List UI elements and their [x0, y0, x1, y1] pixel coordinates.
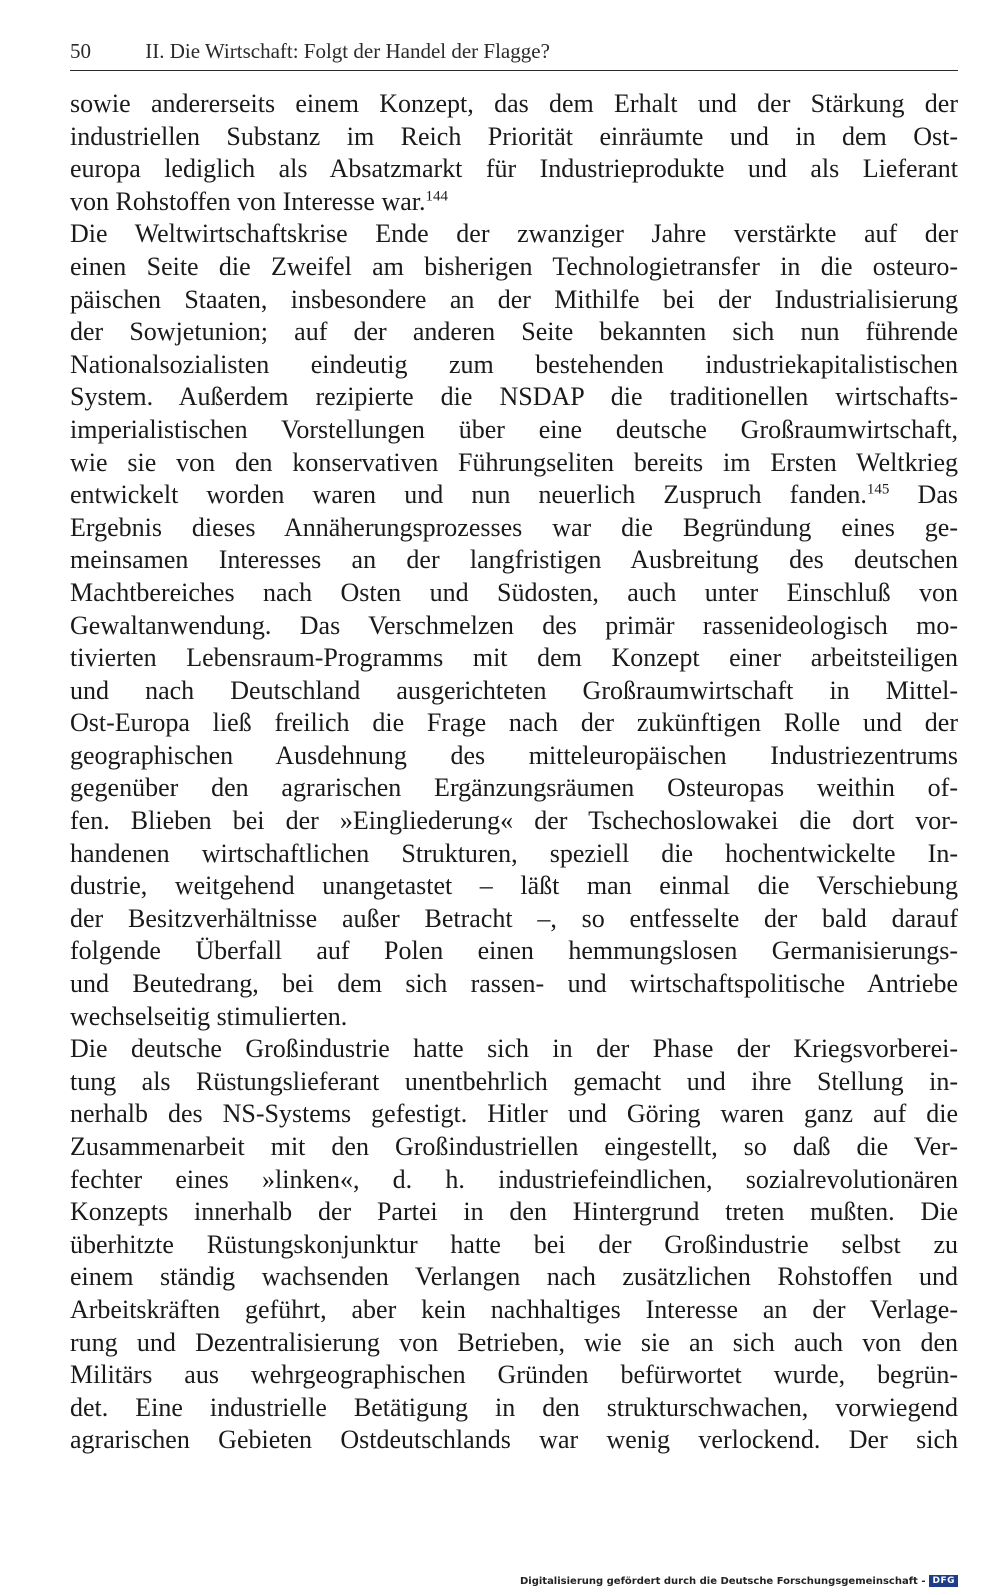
- line-text: Gewaltanwendung. Das Verschmelzen des primär rassenideologisch mo-: [70, 610, 958, 640]
- text-line: [70, 479, 958, 512]
- line-text: rung und Dezentralisierung von Betrieben, wie sie an sich auch von den: [70, 1327, 958, 1357]
- text-line: [70, 642, 958, 675]
- line-text: det. Eine industrielle Betätigung in den strukturschwachen, vorwiegend: [70, 1392, 958, 1422]
- text-line: [70, 218, 958, 251]
- text-line: [70, 1327, 958, 1360]
- text-line: [70, 1392, 958, 1425]
- line-text: und nach Deutschland ausgerichteten Großraumwirtschaft in Mittel-: [70, 675, 958, 705]
- line-text: einen Seite die Zweifel am bisherigen Technologietransfer in die osteuro-: [70, 251, 958, 281]
- text-line: [70, 1359, 958, 1392]
- text-line: [70, 1001, 958, 1034]
- line-text: wechselseitig stimulierten.: [70, 1001, 348, 1031]
- text-line: [70, 1261, 958, 1294]
- line-text: Konzepts innerhalb der Partei in den Hintergrund treten mußten. Die: [70, 1197, 958, 1227]
- credit-text: Digitalisierung gefördert durch die Deutsche Forschungsgemeinschaft -: [519, 1575, 926, 1587]
- line-text: überhitzte Rüstungskonjunktur hatte bei der Großindustrie selbst zu: [70, 1229, 958, 1259]
- line-text: tivierten Lebensraum-Programms mit dem Konzept einer arbeitsteiligen: [70, 643, 958, 673]
- text-line: [70, 381, 958, 414]
- line-text: der Besitzverhältnisse außer Betracht –, so entfesselte der bald darauf: [70, 903, 958, 933]
- line-text: nerhalb des NS-Systems gefestigt. Hitler und Göring waren ganz auf die: [70, 1099, 958, 1129]
- line-text: Arbeitskräften geführt, aber kein nachhaltiges Interesse an der Verlage-: [70, 1294, 958, 1324]
- text-line: [70, 740, 958, 773]
- text-line: [70, 1066, 958, 1099]
- line-text: Nationalsozialisten eindeutig zum bestehenden industriekapitalistischen: [70, 349, 958, 379]
- line-text: Die Weltwirtschaftskrise Ende der zwanziger Jahre verstärkte auf der: [70, 219, 958, 249]
- text-line: [70, 1098, 958, 1131]
- body-text: [70, 88, 958, 1457]
- text-line: [70, 903, 958, 936]
- footnote-reference: 145: [866, 481, 890, 498]
- text-line: [70, 1294, 958, 1327]
- line-text: europa lediglich als Absatzmarkt für Industrieprodukte und als Lieferant: [70, 154, 958, 184]
- text-line: [70, 512, 958, 545]
- text-line: [70, 577, 958, 610]
- text-line: [70, 251, 958, 284]
- line-text: meinsamen Interesses an der langfristigen Ausbreitung des deutschen: [70, 545, 958, 575]
- text-line: [70, 935, 958, 968]
- text-line: [70, 675, 958, 708]
- line-text: einem ständig wachsenden Verlangen nach zusätzlichen Rohstoffen und: [70, 1262, 958, 1292]
- line-text: Zusammenarbeit mit den Großindustriellen eingestellt, so daß die Ver-: [70, 1132, 958, 1161]
- text-line: [70, 186, 958, 219]
- line-text: fen. Blieben bei der »Eingliederung« der Tschechoslowakei die dort vor-: [70, 806, 958, 836]
- dfg-logo: DFG: [929, 1575, 958, 1587]
- line-text: von Rohstoffen von Interesse war.: [70, 186, 426, 216]
- text-line: [70, 772, 958, 805]
- line-text: folgende Überfall auf Polen einen hemmungslosen Germanisierungs-: [70, 936, 958, 966]
- line-text: Machtbereiches nach Osten und Südosten, auch unter Einschluß von: [70, 577, 958, 607]
- line-text: industriellen Substanz im Reich Priorität einräumte und in dem Ost-: [70, 121, 958, 151]
- line-text: agrarischen Gebieten Ostdeutschlands war wenig verlockend. Der sich: [70, 1425, 958, 1455]
- text-line: [70, 1424, 958, 1457]
- line-text: geographischen Ausdehnung des mitteleuropäischen Industriezentrums: [70, 740, 958, 770]
- line-text: Ergebnis dieses Annäherungsprozesses war die Begründung eines ge-: [70, 512, 958, 542]
- text-line: [70, 316, 958, 349]
- text-line: [70, 88, 958, 121]
- line-text: Militärs aus wehrgeographischen Gründen befürwortet wurde, begrün-: [70, 1360, 958, 1390]
- line-text: System. Außerdem rezipierte die NSDAP die traditionellen wirtschafts-: [70, 382, 958, 412]
- text-line: [70, 447, 958, 480]
- text-line: [70, 610, 958, 643]
- text-line: [70, 544, 958, 577]
- page-header: [70, 36, 958, 71]
- text-line: [70, 414, 958, 447]
- text-line: [70, 349, 958, 382]
- line-text: päischen Staaten, insbesondere an der Mithilfe bei der Industrialisierung: [70, 284, 958, 314]
- line-text-continued: Das: [889, 480, 958, 510]
- text-line: [70, 968, 958, 1001]
- line-text: tung als Rüstungslieferant unentbehrlich gemacht und ihre Stellung in-: [70, 1066, 958, 1096]
- line-text: wie sie von den konservativen Führungseliten bereits im Ersten Weltkrieg: [70, 447, 958, 477]
- text-line: [70, 1229, 958, 1262]
- text-line: [70, 870, 958, 903]
- line-text: imperialistischen Vorstellungen über eine deutsche Großraumwirtschaft,: [70, 414, 958, 444]
- text-line: [70, 284, 958, 317]
- line-text: entwickelt worden waren und nun neuerlich Zuspruch fanden.: [70, 480, 867, 510]
- line-text: sowie andererseits einem Konzept, das dem Erhalt und der Stärkung der: [70, 89, 958, 118]
- text-line: [70, 805, 958, 838]
- line-text: fechter eines »linken«, d. h. industriefeindlichen, sozialrevolutionären: [70, 1164, 958, 1194]
- line-text: dustrie, weitgehend unangetastet – läßt man einmal die Verschiebung: [70, 871, 958, 901]
- line-text: Die deutsche Großindustrie hatte sich in der Phase der Kriegsvorberei-: [70, 1034, 958, 1064]
- text-line: [70, 1033, 958, 1066]
- footnote-reference: 144: [425, 188, 449, 205]
- text-line: [70, 707, 958, 740]
- running-head: II. Die Wirtschaft: Folgt der Handel der Flagge?: [145, 39, 550, 63]
- line-text: der Sowjetunion; auf der anderen Seite bekannten sich nun führende: [70, 317, 958, 347]
- text-line: [70, 121, 958, 154]
- digitization-credit: [520, 1575, 958, 1587]
- line-text: handenen wirtschaftlichen Strukturen, speziell die hochentwickelte In-: [70, 838, 958, 868]
- line-text: gegenüber den agrarischen Ergänzungsräumen Osteuropas weithin of-: [70, 773, 958, 803]
- text-line: [70, 1164, 958, 1197]
- text-line: [70, 838, 958, 871]
- line-text: und Beutedrang, bei dem sich rassen- und wirtschaftspolitische Antriebe: [70, 969, 958, 999]
- line-text: Ost-Europa ließ freilich die Frage nach der zukünftigen Rolle und der: [70, 708, 958, 738]
- page-number: 50: [70, 39, 91, 63]
- text-line: [70, 1196, 958, 1229]
- text-line: [70, 1131, 958, 1164]
- text-line: [70, 153, 958, 186]
